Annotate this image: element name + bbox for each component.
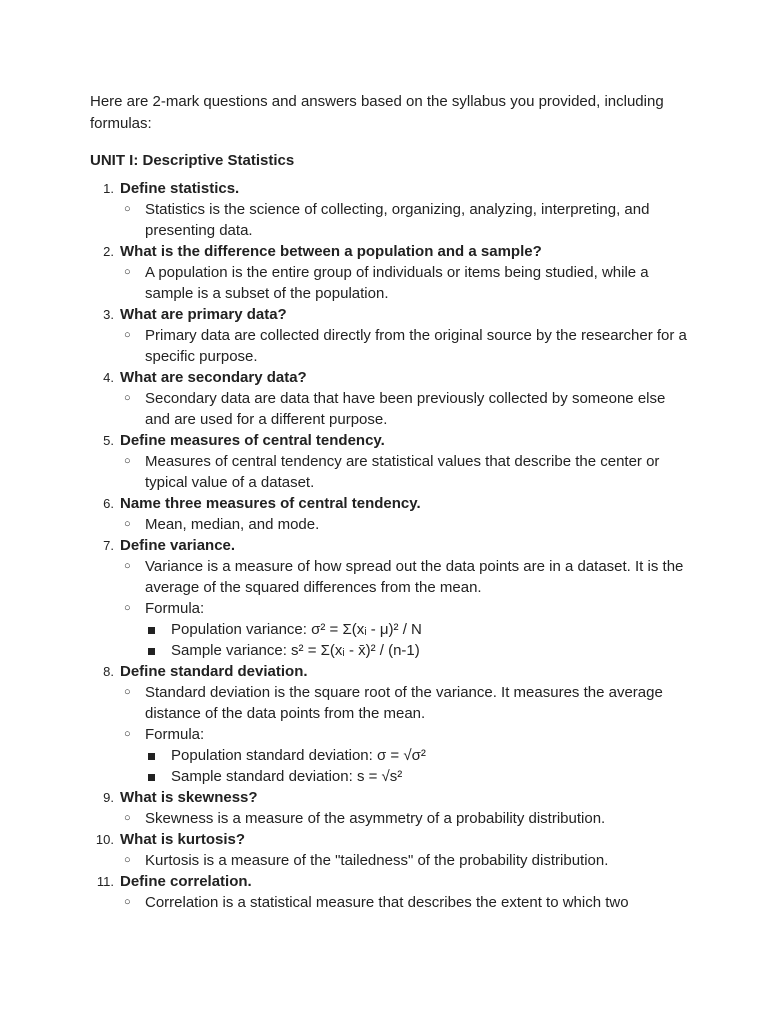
answer-text: Correlation is a statistical measure that describes the extent to which two xyxy=(145,894,629,911)
hollow-circle-bullet-icon: ○ xyxy=(124,560,131,572)
answer-text: Skewness is a measure of the asymmetry of a probability distribution. xyxy=(145,810,606,827)
answer-item xyxy=(120,388,690,430)
question-number: 7. xyxy=(103,538,114,553)
formula-text: Population standard deviation: σ = √σ² xyxy=(171,747,426,764)
answer-text: Statistics is the science of collecting, organizing, analyzing, interpreting, and presenting data. xyxy=(145,201,650,239)
document-page xyxy=(90,91,690,913)
hollow-circle-bullet-icon: ○ xyxy=(124,518,131,530)
answer-text: Primary data are collected directly from the original source by the researcher for a specific purpose. xyxy=(145,327,687,365)
question-item xyxy=(90,430,690,493)
hollow-circle-bullet-icon: ○ xyxy=(124,602,131,614)
hollow-circle-bullet-icon: ○ xyxy=(124,812,131,824)
question-text: Define statistics. xyxy=(120,180,240,197)
question-text: Define standard deviation. xyxy=(120,663,308,680)
answer-text: Standard deviation is the square root of the variance. It measures the average distance of the data points from the mean. xyxy=(145,684,663,722)
answer-item xyxy=(120,850,690,871)
question-item xyxy=(90,829,690,871)
question-list xyxy=(90,178,690,913)
formula-item xyxy=(145,619,690,640)
answer-list xyxy=(120,325,690,367)
question-item xyxy=(90,367,690,430)
hollow-circle-bullet-icon: ○ xyxy=(124,728,131,740)
question-text: What are secondary data? xyxy=(120,369,307,386)
answer-item xyxy=(120,556,690,598)
question-text: What is the difference between a population and a sample? xyxy=(120,243,542,260)
answer-list xyxy=(120,850,690,871)
question-number: 9. xyxy=(103,790,114,805)
question-item xyxy=(90,241,690,304)
question-text: What is kurtosis? xyxy=(120,831,246,848)
answer-item xyxy=(120,262,690,304)
question-number: 2. xyxy=(103,244,114,259)
answer-item xyxy=(120,598,690,661)
question-item xyxy=(90,661,690,787)
hollow-circle-bullet-icon: ○ xyxy=(124,854,131,866)
answer-text: Secondary data are data that have been previously collected by someone else and are used for a different purpose. xyxy=(145,390,666,428)
formula-list xyxy=(145,619,690,661)
answer-text: Variance is a measure of how spread out the data points are in a dataset. It is the average of the squared differences from the mean. xyxy=(145,558,684,596)
answer-item xyxy=(120,724,690,787)
question-text: What is skewness? xyxy=(120,789,258,806)
intro-paragraph: Here are 2-mark questions and answers based on the syllabus you provided, including formulas: xyxy=(90,93,664,132)
answer-item xyxy=(120,808,690,829)
question-item xyxy=(90,787,690,829)
answer-list xyxy=(120,262,690,304)
answer-list xyxy=(120,808,690,829)
question-text: Define variance. xyxy=(120,537,236,554)
hollow-circle-bullet-icon: ○ xyxy=(124,686,131,698)
question-number: 11. xyxy=(96,874,114,889)
question-item xyxy=(90,493,690,535)
answer-list xyxy=(120,514,690,535)
question-number: 5. xyxy=(103,433,114,448)
square-bullet-icon xyxy=(148,627,155,634)
question-number: 4. xyxy=(103,370,114,385)
answer-text: A population is the entire group of individuals or items being studied, while a sample is a subset of the population. xyxy=(145,264,649,302)
unit-heading: UNIT I: Descriptive Statistics xyxy=(90,152,295,169)
answer-text: Mean, median, and mode. xyxy=(145,516,320,533)
answer-item xyxy=(120,325,690,367)
formula-item xyxy=(145,766,690,787)
answer-item xyxy=(120,514,690,535)
hollow-circle-bullet-icon: ○ xyxy=(124,329,131,341)
answer-list xyxy=(120,682,690,787)
hollow-circle-bullet-icon: ○ xyxy=(124,455,131,467)
answer-item xyxy=(120,451,690,493)
square-bullet-icon xyxy=(148,753,155,760)
question-text: Define measures of central tendency. xyxy=(120,432,385,449)
answer-list xyxy=(120,451,690,493)
question-number: 3. xyxy=(103,307,114,322)
answer-item xyxy=(120,892,690,913)
answer-text: Formula: xyxy=(145,600,205,617)
answer-text: Kurtosis is a measure of the "tailedness" of the probability distribution. xyxy=(145,852,609,869)
square-bullet-icon xyxy=(148,648,155,655)
hollow-circle-bullet-icon: ○ xyxy=(124,203,131,215)
formula-text: Population variance: σ² = Σ(xᵢ - μ)² / N xyxy=(171,621,422,638)
answer-list xyxy=(120,388,690,430)
hollow-circle-bullet-icon: ○ xyxy=(124,392,131,404)
hollow-circle-bullet-icon: ○ xyxy=(124,266,131,278)
formula-item xyxy=(145,640,690,661)
square-bullet-icon xyxy=(148,774,155,781)
question-item xyxy=(90,178,690,241)
question-text: Name three measures of central tendency. xyxy=(120,495,421,512)
answer-text: Formula: xyxy=(145,726,205,743)
answer-list xyxy=(120,556,690,661)
answer-list xyxy=(120,199,690,241)
question-number: 8. xyxy=(103,664,114,679)
answer-text: Measures of central tendency are statistical values that describe the center or typical value of a dataset. xyxy=(145,453,660,491)
question-number: 1. xyxy=(103,181,114,196)
question-number: 6. xyxy=(103,496,114,511)
question-item xyxy=(90,535,690,661)
answer-item xyxy=(120,199,690,241)
answer-item xyxy=(120,682,690,724)
answer-list xyxy=(120,892,690,913)
question-text: Define correlation. xyxy=(120,873,252,890)
hollow-circle-bullet-icon: ○ xyxy=(124,896,131,908)
question-item xyxy=(90,304,690,367)
formula-text: Sample standard deviation: s = √s² xyxy=(171,768,403,785)
formula-item xyxy=(145,745,690,766)
question-item xyxy=(90,871,690,913)
question-text: What are primary data? xyxy=(120,306,287,323)
formula-list xyxy=(145,745,690,787)
question-number: 10. xyxy=(95,832,114,847)
formula-text: Sample variance: s² = Σ(xᵢ - x̄)² / (n-1) xyxy=(171,642,420,659)
